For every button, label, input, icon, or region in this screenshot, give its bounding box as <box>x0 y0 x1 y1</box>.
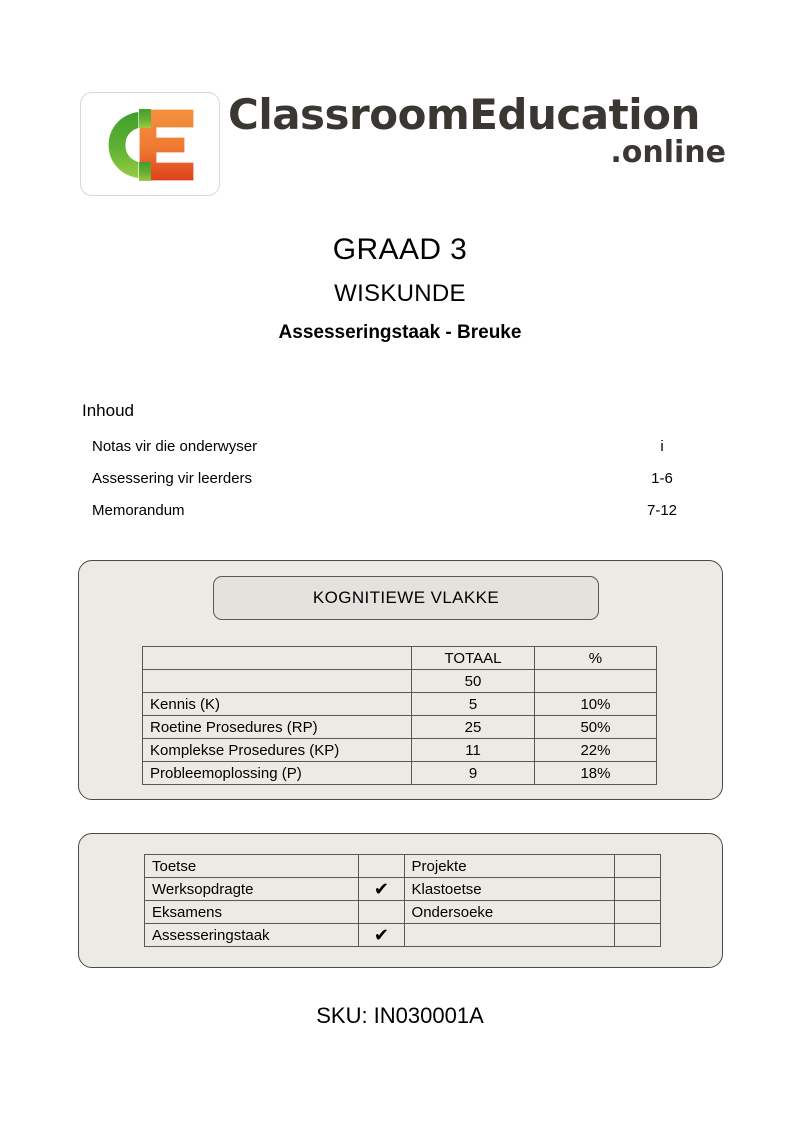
cell-percent: 10% <box>534 693 656 716</box>
table-row <box>145 924 661 947</box>
cell-category: Komplekse Prosedures (KP) <box>143 739 412 762</box>
cell-total: 9 <box>412 762 535 785</box>
table-row <box>143 693 657 716</box>
page-title-task: Assesseringstaak - Breuke <box>278 322 522 343</box>
cell-percent: 22% <box>534 739 656 762</box>
table-row <box>143 762 657 785</box>
cell-total: 5 <box>412 693 535 716</box>
cognitive-levels-title-pill <box>213 576 599 620</box>
cell-total: 50 <box>412 670 535 693</box>
assessment-type-left-label: Werksopdragte <box>145 878 359 901</box>
assessment-type-right-label: Klastoetse <box>404 878 614 901</box>
cell-category <box>143 670 412 693</box>
cognitive-levels-title: KOGNITIEWE VLAKKE <box>312 588 500 607</box>
assessment-type-right-checkbox[interactable] <box>614 924 660 947</box>
assessment-type-left-label: Assesseringstaak <box>145 924 359 947</box>
assessment-type-right-checkbox[interactable] <box>614 901 660 924</box>
toc-entry-label: Notas vir die onderwyser <box>92 438 258 455</box>
ce-monogram-logo-icon <box>81 93 221 197</box>
table-row <box>143 739 657 762</box>
cognitive-levels-panel <box>78 560 723 800</box>
table-header-row <box>143 647 657 670</box>
table-row-total <box>143 670 657 693</box>
brand-name: ClassroomEducation <box>228 90 700 139</box>
sku-label: SKU: IN030001A <box>316 1003 484 1028</box>
assessment-type-left-checkbox[interactable]: ✔ <box>359 924 404 947</box>
page-title-grade: GRAAD 3 <box>332 233 468 266</box>
assessment-type-right-label: Projekte <box>404 855 614 878</box>
assessment-type-left-checkbox[interactable] <box>359 901 404 924</box>
cell-percent: 18% <box>534 762 656 785</box>
assessment-type-left-checkbox[interactable] <box>359 855 404 878</box>
toc-entry-page: 7-12 <box>646 502 678 519</box>
toc-entry-page: 1-6 <box>651 470 673 487</box>
column-header-percent: % <box>534 647 656 670</box>
toc-entry <box>92 438 722 470</box>
brand-wordmark <box>228 90 728 171</box>
assessment-type-left-checkbox[interactable]: ✔ <box>359 878 404 901</box>
cell-category: Probleemoplossing (P) <box>143 762 412 785</box>
assessment-type-table <box>144 854 661 947</box>
toc-entry-page: i <box>660 438 664 455</box>
logo-box <box>80 92 220 196</box>
assessment-type-panel <box>78 833 723 968</box>
table-row <box>145 855 661 878</box>
cell-category: Roetine Prosedures (RP) <box>143 716 412 739</box>
toc-entry <box>92 502 722 534</box>
assessment-type-right-checkbox[interactable] <box>614 855 660 878</box>
cell-total: 11 <box>412 739 535 762</box>
cell-percent: 50% <box>534 716 656 739</box>
page-title-subject: WISKUNDE <box>334 280 466 307</box>
toc-heading: Inhoud <box>82 401 134 420</box>
table-row <box>145 878 661 901</box>
cell-category: Kennis (K) <box>143 693 412 716</box>
assessment-type-right-checkbox[interactable] <box>614 878 660 901</box>
brand-domain: .online <box>610 135 726 170</box>
toc-entry <box>92 470 722 502</box>
document-header <box>0 88 800 208</box>
cell-total: 25 <box>412 716 535 739</box>
column-header-category <box>143 647 412 670</box>
assessment-type-right-label <box>404 924 614 947</box>
assessment-type-left-label: Eksamens <box>145 901 359 924</box>
column-header-total: TOTAAL <box>412 647 535 670</box>
assessment-type-left-label: Toetse <box>145 855 359 878</box>
toc-entry-label: Memorandum <box>92 502 185 519</box>
table-row <box>143 716 657 739</box>
table-row <box>145 901 661 924</box>
assessment-type-right-label: Ondersoeke <box>404 901 614 924</box>
toc-entry-label: Assessering vir leerders <box>92 470 253 487</box>
cell-percent <box>534 670 656 693</box>
cognitive-levels-table <box>142 646 657 785</box>
title-block <box>0 232 800 346</box>
table-of-contents <box>82 400 722 534</box>
